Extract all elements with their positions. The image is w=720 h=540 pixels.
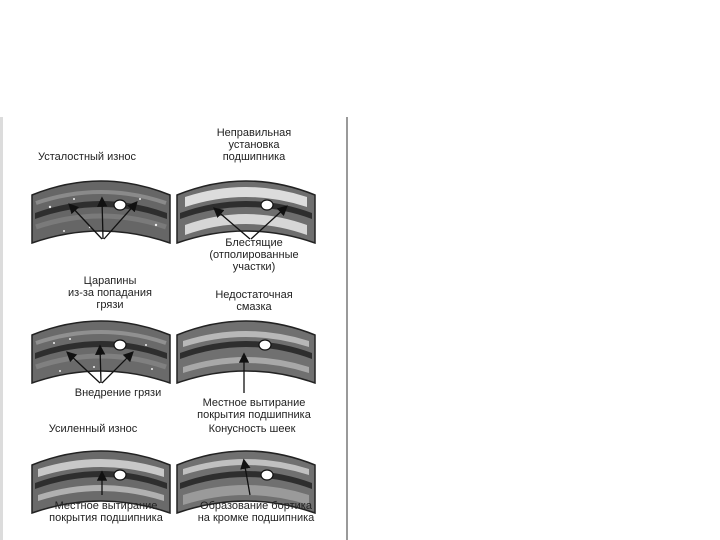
misassembly-arrow-1 — [215, 209, 250, 239]
callout-arrows — [0, 117, 352, 540]
dirt-arrow-2 — [100, 347, 101, 383]
fatigue-arrow-3 — [104, 203, 136, 239]
excessive-wear-callout: Местное вытирание покрытия подшипника — [49, 500, 163, 524]
dirt-callout: Внедрение грязи — [74, 387, 162, 399]
misassembly-arrow-2 — [251, 207, 286, 239]
lubrication-title: Недостаточная смазка — [215, 289, 293, 313]
fatigue-title: Усталостный износ — [37, 151, 137, 163]
fatigue-arrow-2 — [102, 199, 103, 239]
dirt-arrow-1 — [68, 353, 100, 383]
bearing-failure-figure — [0, 117, 352, 540]
taper-arrow — [244, 461, 250, 495]
fatigue-arrow-1 — [70, 205, 102, 239]
misassembly-callout: Блестящие (отполированные участки) — [209, 237, 299, 273]
dirt-title: Царапины из-за попадания грязи — [68, 275, 152, 311]
lubrication-callout: Местное вытирание покрытия подшипника — [197, 397, 311, 421]
taper-callout: Образование бортика на кромке подшипника — [197, 500, 315, 524]
taper-title: Конусность шеек — [208, 423, 296, 435]
excessive-wear-title: Усиленный износ — [48, 423, 138, 435]
dirt-arrow-3 — [102, 353, 132, 383]
misassembly-title: Неправильная установка подшипника — [216, 127, 292, 163]
